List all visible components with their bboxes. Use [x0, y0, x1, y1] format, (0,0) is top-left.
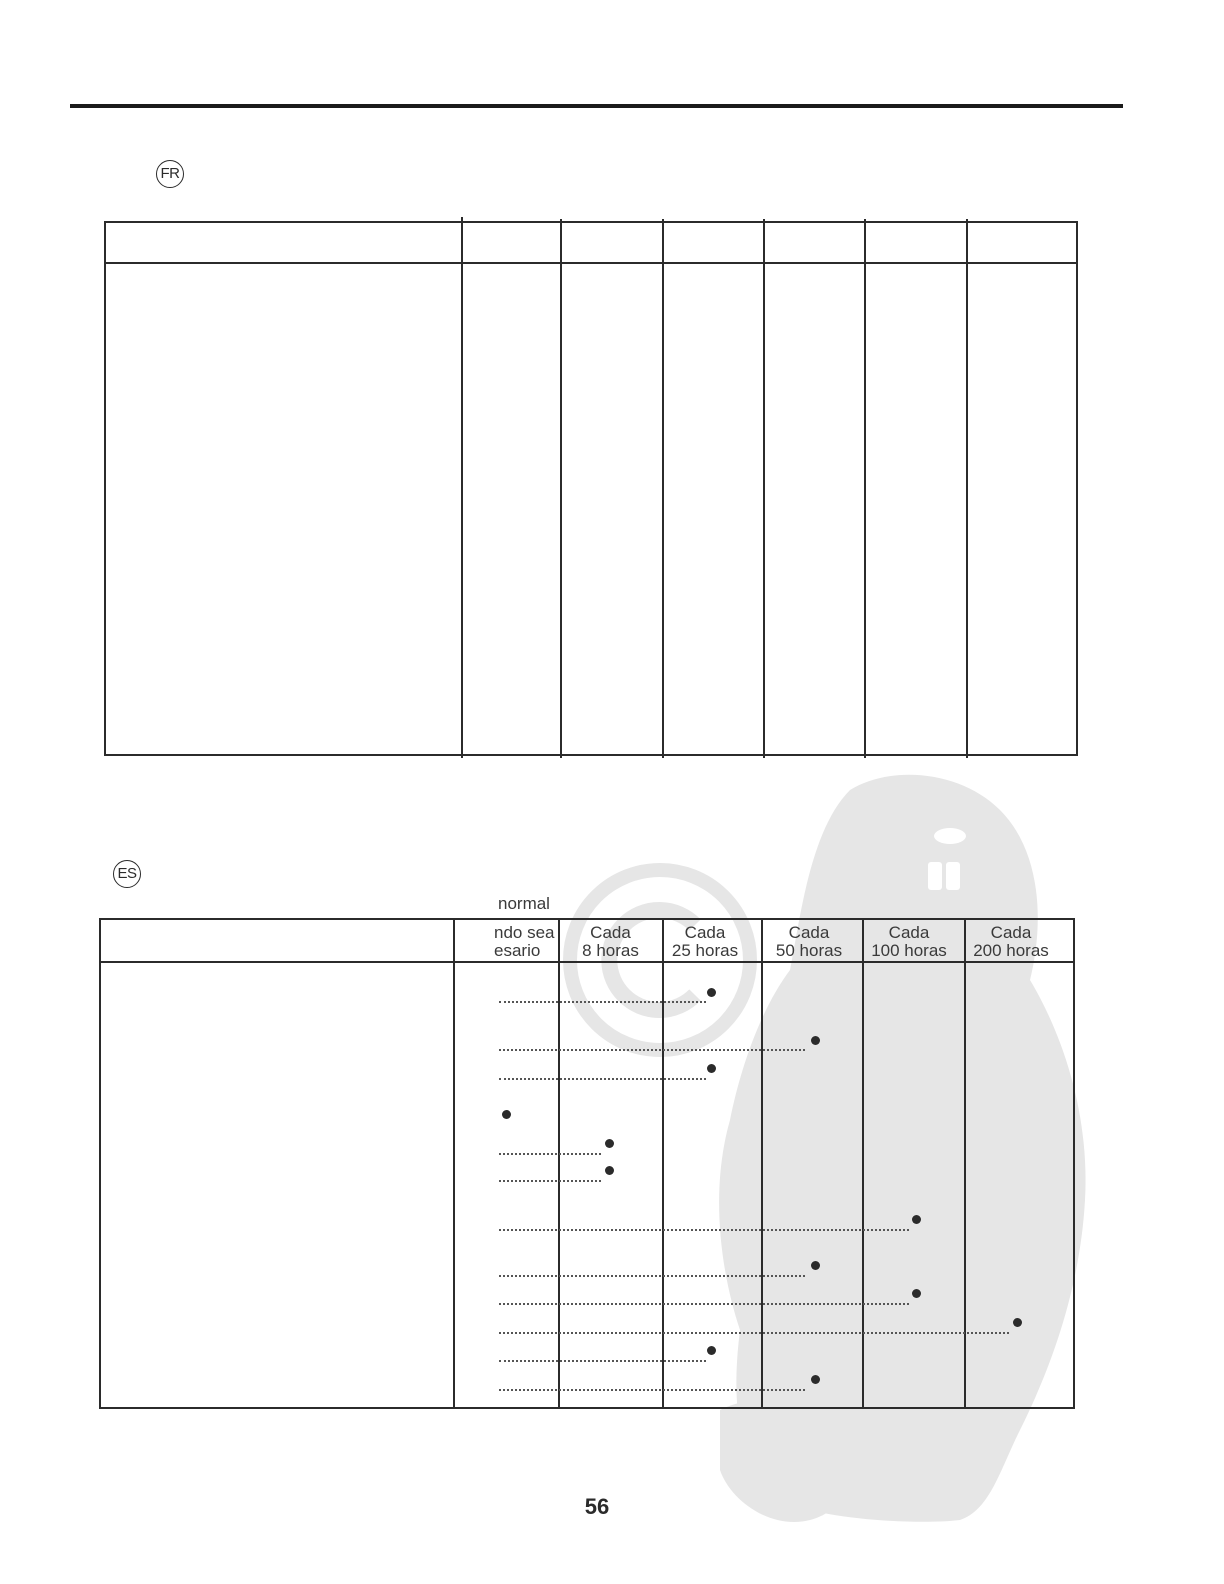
- dotted-leader: [499, 1360, 706, 1362]
- schedule-marker: [1013, 1318, 1022, 1327]
- column-header-8-hours: Cada 8 horas: [582, 923, 639, 960]
- dotted-leader: [499, 1389, 805, 1391]
- fr-column-divider: [662, 219, 664, 758]
- page-number: 56: [584, 1494, 610, 1519]
- column-header-50-hours: Cada 50 horas: [775, 923, 843, 960]
- es-column-divider: [964, 918, 966, 1409]
- header-rule: [70, 104, 1123, 108]
- schedule-marker: [707, 1064, 716, 1073]
- column-header-25-hours: Cada 25 horas: [671, 923, 739, 960]
- fr-column-divider: [966, 219, 968, 758]
- dotted-leader: [499, 1049, 805, 1051]
- dotted-leader: [499, 1229, 909, 1231]
- schedule-marker: [811, 1036, 820, 1045]
- dotted-leader: [499, 1275, 805, 1277]
- es-column-divider: [761, 918, 763, 1409]
- column-header-100-hours: Cada 100 horas: [871, 923, 947, 960]
- schedule-marker: [912, 1215, 921, 1224]
- fr-column-divider: [461, 217, 463, 758]
- es-column-divider: [862, 918, 864, 1409]
- fr-column-divider: [763, 219, 765, 758]
- es-language-badge: ES: [113, 860, 141, 888]
- dotted-leader: [499, 1180, 601, 1182]
- dotted-leader: [499, 1332, 1009, 1334]
- es-column-divider: [558, 918, 560, 1409]
- dotted-leader: [499, 1078, 706, 1080]
- fr-language-badge: FR: [156, 160, 184, 188]
- dotted-leader: [499, 1001, 706, 1003]
- schedule-marker: [707, 1346, 716, 1355]
- fr-column-divider: [864, 219, 866, 758]
- schedule-marker: [912, 1289, 921, 1298]
- es-column-divider: [662, 918, 664, 1409]
- schedule-marker: [605, 1139, 614, 1148]
- column-header-as-needed: ndo sea esario: [494, 924, 555, 960]
- fr-maintenance-table: [104, 221, 1078, 756]
- dotted-leader: [499, 1153, 601, 1155]
- column-header-200-hours: Cada 200 horas: [973, 923, 1049, 960]
- schedule-marker: [811, 1375, 820, 1384]
- schedule-marker: [502, 1110, 511, 1119]
- normal-label: normal: [498, 894, 550, 913]
- es-maintenance-table: [99, 918, 1075, 1409]
- dotted-leader: [499, 1303, 909, 1305]
- es-header-divider: [99, 961, 1074, 963]
- fr-column-divider: [560, 219, 562, 758]
- schedule-marker: [707, 988, 716, 997]
- schedule-marker: [605, 1166, 614, 1175]
- schedule-marker: [811, 1261, 820, 1270]
- es-column-divider: [453, 918, 455, 1409]
- fr-header-divider: [104, 262, 1076, 264]
